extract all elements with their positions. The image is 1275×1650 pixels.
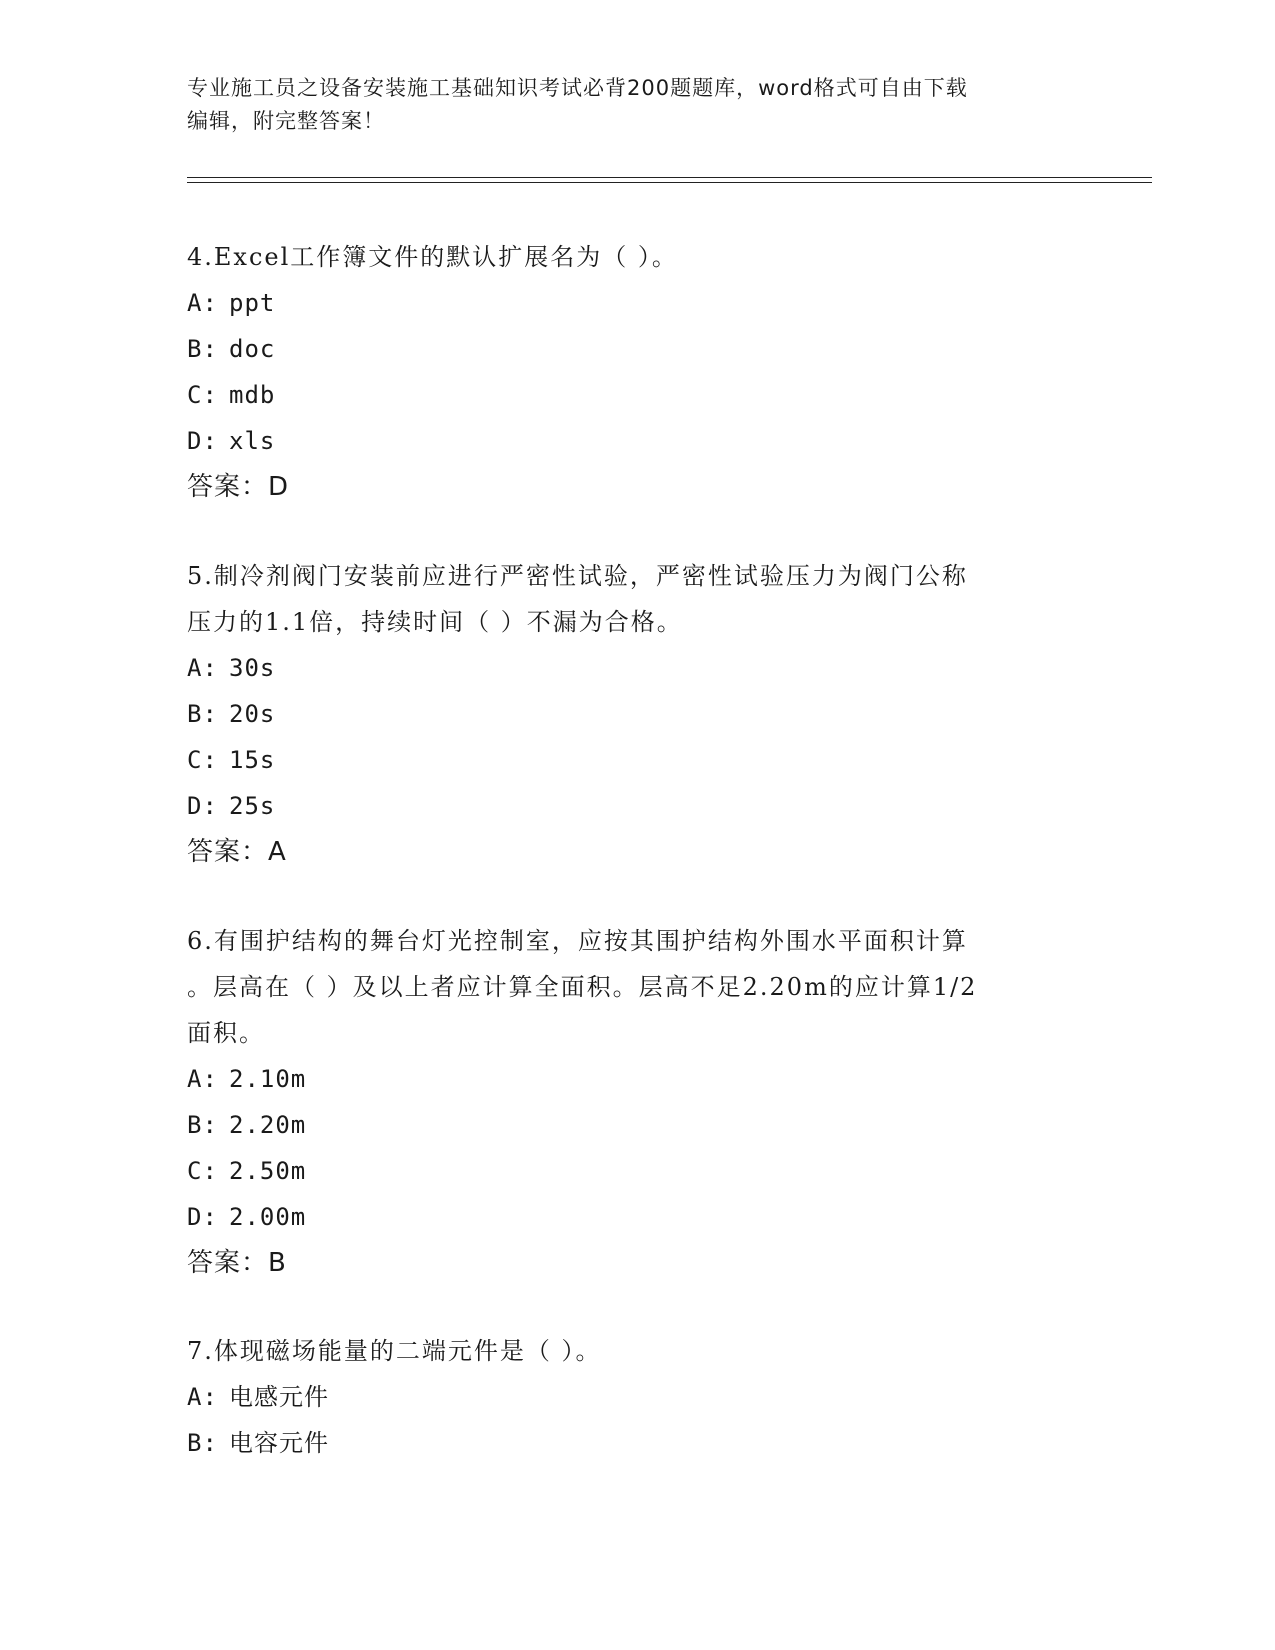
option-label: C: <box>187 381 218 409</box>
question-stem: 4.Excel工作簿文件的默认扩展名为（ ）。 <box>187 243 678 271</box>
option-label: C: <box>187 1157 218 1185</box>
option-b <box>187 1420 1077 1466</box>
option-label: D: <box>187 792 218 820</box>
question-5 <box>187 553 1077 875</box>
option-text: 2.50m <box>229 1157 307 1185</box>
option-label: C: <box>187 746 218 774</box>
option-text: ppt <box>229 289 276 317</box>
option-text: mdb <box>229 381 276 409</box>
answer: 答案：A <box>187 837 287 867</box>
option-label: D: <box>187 1203 218 1231</box>
option-label: D: <box>187 427 218 455</box>
option-label: A: <box>187 289 218 317</box>
option-label: B: <box>187 335 218 363</box>
header-divider-top <box>187 177 1152 178</box>
question-7 <box>187 1328 1077 1466</box>
option-text: 25s <box>229 792 276 820</box>
option-d <box>187 418 1077 464</box>
option-label: A: <box>187 1383 218 1411</box>
option-label: B: <box>187 1111 218 1139</box>
option-c <box>187 737 1077 783</box>
option-label: B: <box>187 1429 218 1457</box>
option-d <box>187 1194 1077 1240</box>
option-a <box>187 1374 1077 1420</box>
header-divider-bottom <box>187 182 1152 183</box>
option-b <box>187 326 1077 372</box>
document-header <box>187 72 1087 138</box>
question-stem-line-1: 5.制冷剂阀门安装前应进行严密性试验，严密性试验压力为阀门公称 <box>187 562 968 590</box>
option-text: 20s <box>229 700 276 728</box>
option-text: 2.10m <box>229 1065 307 1093</box>
answer: 答案：D <box>187 472 290 502</box>
option-label: A: <box>187 654 218 682</box>
option-a <box>187 280 1077 326</box>
option-text: 电感元件 <box>229 1383 329 1411</box>
question-4 <box>187 234 1077 510</box>
option-text: 2.00m <box>229 1203 307 1231</box>
option-label: B: <box>187 700 218 728</box>
question-stem-line-1: 6.有围护结构的舞台灯光控制室，应按其围护结构外围水平面积计算 <box>187 927 968 955</box>
header-line-1: 专业施工员之设备安装施工基础知识考试必背200题题库，word格式可自由下载 <box>187 76 968 100</box>
option-a <box>187 1056 1077 1102</box>
option-b <box>187 1102 1077 1148</box>
option-a <box>187 645 1077 691</box>
option-text: 电容元件 <box>229 1429 329 1457</box>
option-text: 30s <box>229 654 276 682</box>
header-line-2: 编辑，附完整答案！ <box>187 109 385 133</box>
question-stem-line-3: 面积。 <box>187 1019 265 1047</box>
question-stem-line-2: 。层高在（ ）及以上者应计算全面积。层高不足2.20m的应计算1/2 <box>187 973 978 1001</box>
option-text: 2.20m <box>229 1111 307 1139</box>
option-label: A: <box>187 1065 218 1093</box>
question-stem-line-2: 压力的1.1倍，持续时间（ ）不漏为合格。 <box>187 608 683 636</box>
question-6 <box>187 918 1077 1286</box>
option-c <box>187 1148 1077 1194</box>
option-b <box>187 691 1077 737</box>
option-text: doc <box>229 335 276 363</box>
question-stem: 7.体现磁场能量的二端元件是（ ）。 <box>187 1337 602 1365</box>
option-d <box>187 783 1077 829</box>
option-text: 15s <box>229 746 276 774</box>
option-text: xls <box>229 427 276 455</box>
answer: 答案：B <box>187 1248 287 1278</box>
option-c <box>187 372 1077 418</box>
